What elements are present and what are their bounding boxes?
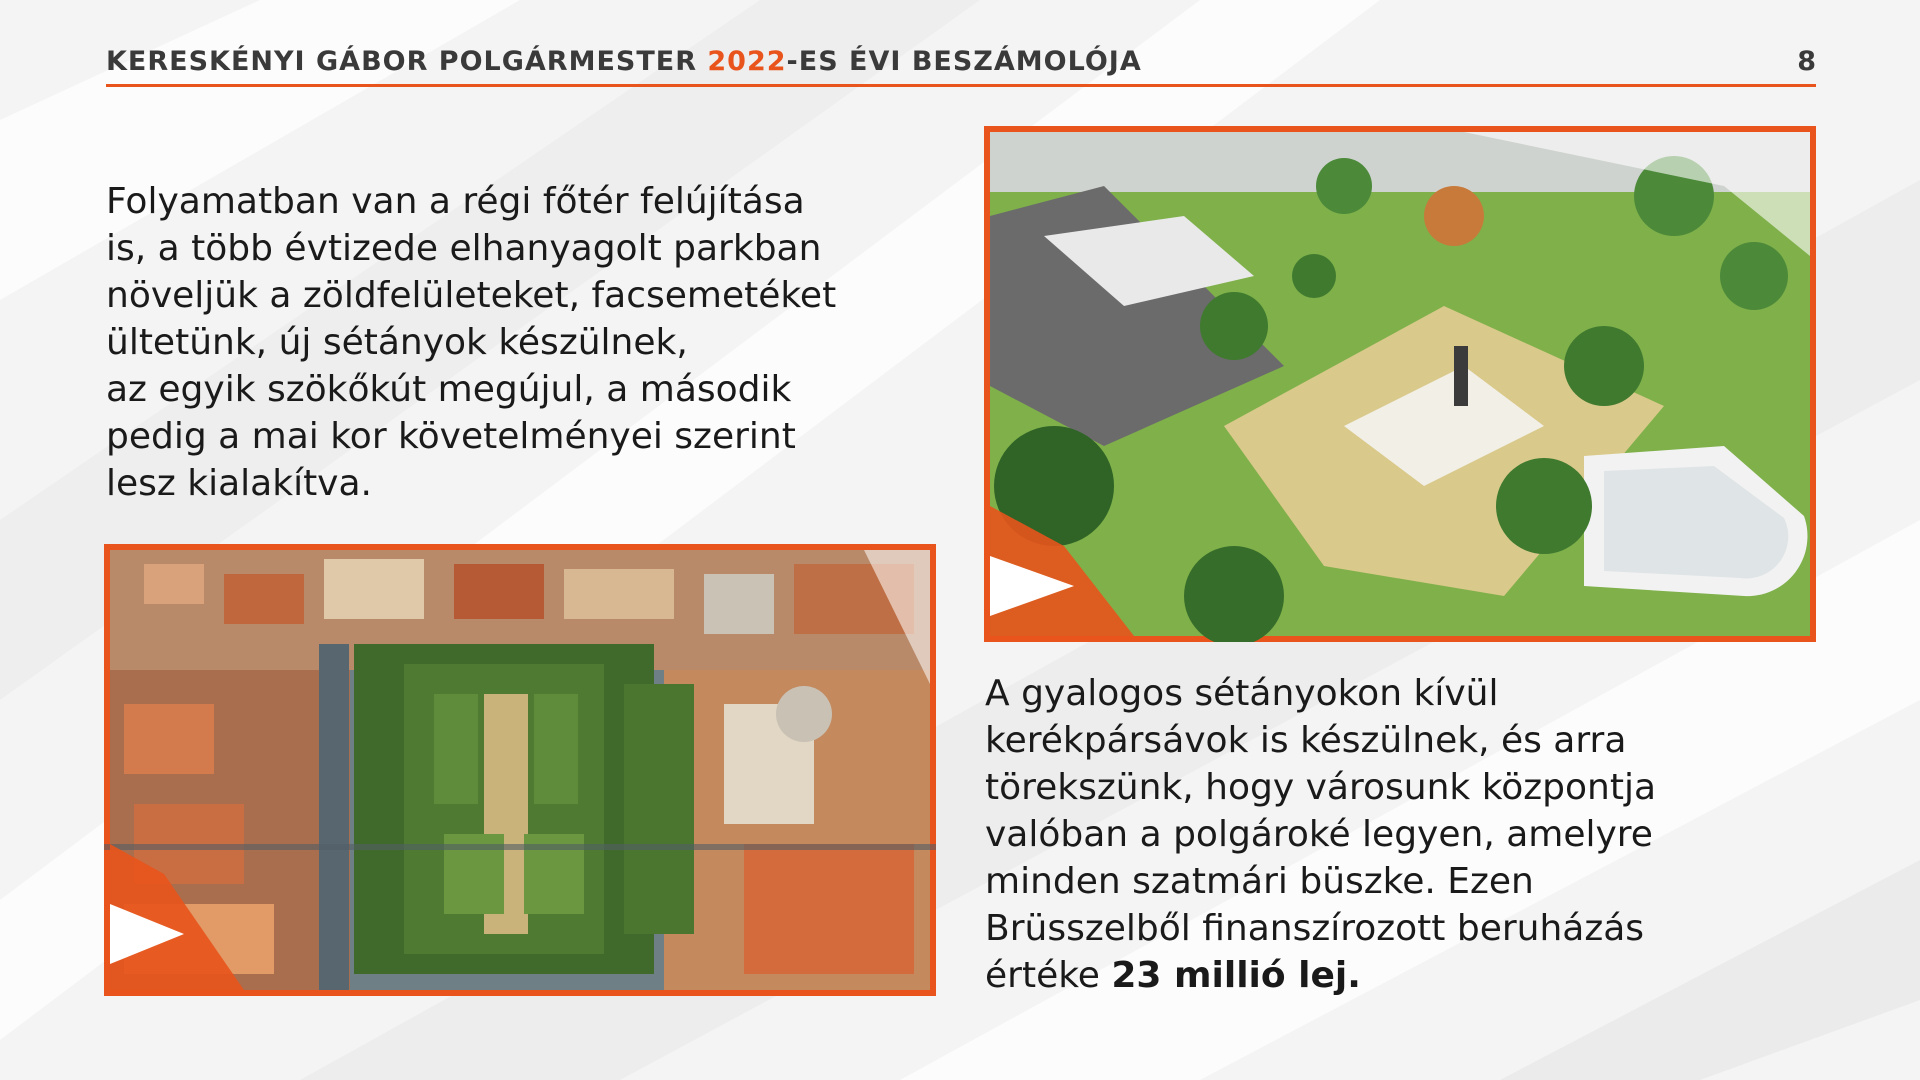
aerial-city-park-photo	[104, 544, 936, 996]
paragraph-line: lesz kialakítva.	[106, 463, 372, 504]
paragraph-line: A gyalogos sétányokon kívül	[985, 673, 1499, 714]
paragraph-line: növeljük a zöldfelületeket, facsemetéket	[106, 275, 837, 316]
paragraph-line: valóban a polgároké legyen, amelyre	[985, 814, 1653, 855]
paragraph-line: kerékpársávok is készülnek, és arra	[985, 720, 1627, 761]
paragraph-line: Brüsszelből finanszírozott beruházás	[985, 908, 1645, 949]
paragraph-line: minden szatmári büszke. Ezen	[985, 861, 1534, 902]
page-header	[106, 40, 1816, 87]
paragraph-line: az egyik szökőkút megújul, a második	[106, 369, 792, 410]
paragraph-line: törekszünk, hogy városunk központja	[985, 767, 1657, 808]
renovated-square-rendering	[984, 126, 1816, 642]
title-suffix: -ES ÉVI BESZÁMOLÓJA	[786, 46, 1142, 77]
report-title	[106, 46, 1142, 77]
paragraph-line: is, a több évtizede elhanyagolt parkban	[106, 228, 822, 269]
value-prefix: értéke	[985, 955, 1112, 996]
page-number: 8	[1797, 46, 1816, 77]
bike-lanes-paragraph	[985, 670, 1745, 999]
investment-value: 23 millió lej.	[1111, 955, 1361, 996]
paragraph-last-line	[985, 952, 1745, 999]
title-year: 2022	[707, 46, 787, 77]
renovation-paragraph	[106, 178, 926, 507]
paragraph-line: ültetünk, új sétányok készülnek,	[106, 322, 688, 363]
paragraph-line: Folyamatban van a régi főtér felújítása	[106, 181, 805, 222]
title-prefix: KERESKÉNYI GÁBOR POLGÁRMESTER	[106, 46, 708, 77]
paragraph-line: pedig a mai kor követelményei szerint	[106, 416, 796, 457]
